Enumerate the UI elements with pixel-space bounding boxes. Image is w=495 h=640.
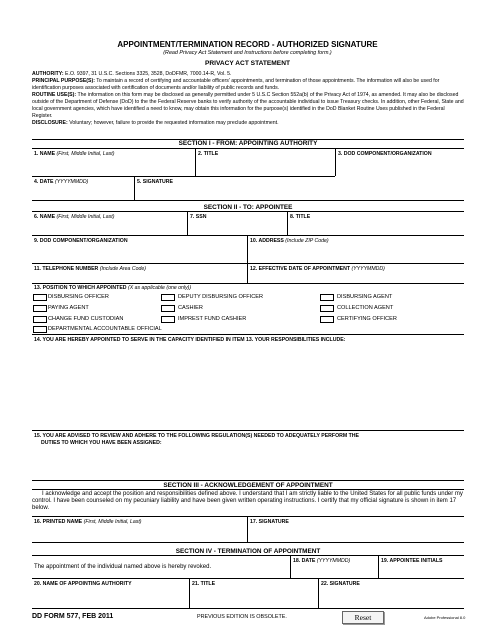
field20-label: 20. NAME OF APPOINTING AUTHORITY [34, 581, 132, 587]
paying-agent-label: PAYING AGENT [48, 305, 89, 311]
termination-authority-name-input[interactable] [34, 590, 186, 606]
revocation-statement: The appointment of the individual named above is hereby revoked. [34, 564, 212, 570]
obsolete-notice: PREVIOUS EDITION IS OBSOLETE. [197, 614, 287, 620]
divider [32, 148, 464, 149]
divider [32, 578, 464, 579]
departmental-accountable-official-checkbox[interactable] [33, 326, 47, 333]
field11-label: 11. TELEPHONE NUMBER (Include Area Code) [34, 266, 146, 272]
disbursing-officer-checkbox[interactable] [33, 294, 47, 301]
divider [247, 516, 248, 542]
appointee-initials-input[interactable] [381, 566, 462, 577]
section2-heading: SECTION II - TO: APPOINTEE [203, 204, 293, 211]
form-number: DD FORM 577, FEB 2011 [32, 613, 114, 620]
certifying-officer-checkbox[interactable] [320, 316, 334, 323]
certifying-officer-label: CERTIFYING OFFICER [337, 316, 397, 322]
field7-label: 7. SSN [190, 214, 207, 220]
purpose-paragraph: PRINCIPAL PURPOSE(S): To maintain a record of certifying and accountable officers' appointments, and termination of those appointments. The information will also be used for identification purposes associated with certification of documents and/or liability of public records and funds. [32, 78, 440, 92]
divider [32, 555, 464, 556]
field17-label: 17. SIGNATURE [250, 519, 289, 525]
software-note: Adobe Professional 8.0 [424, 615, 466, 620]
acknowledgement-statement: I acknowledge and accept the position and responsibilities defined above. I understand that I am strictly liable to the United States for all public funds under my control. I have been counseled on my pecuniary liability and have been given written operating instructions. I certify that my official signature is shown in item 17 below. [32, 491, 463, 511]
divider [32, 430, 464, 431]
authority-paragraph: AUTHORITY: E.O. 9397, 31 U.S.C. Sections 3325, 3528, DoDFMR, 7000.14-R, Vol. 5. [32, 71, 232, 77]
printed-name-input[interactable] [34, 527, 244, 540]
deputy-disbursing-officer-label: DEPUTY DISBURSING OFFICER [178, 294, 264, 300]
appointee-title-input[interactable] [290, 222, 462, 234]
field21-label: 21. TITLE [192, 581, 216, 587]
field10-label: 10. ADDRESS (Include ZIP Code) [250, 238, 329, 244]
appointee-phone-input[interactable] [34, 273, 244, 282]
imprest-fund-cashier-checkbox[interactable] [161, 316, 175, 323]
field18-label: 18. DATE (YYYYMMDD) [293, 558, 351, 564]
departmental-accountable-official-label: DEPARTMENTAL ACCOUNTABLE OFFICIAL [48, 326, 162, 332]
divider [247, 235, 248, 263]
divider [32, 211, 464, 212]
section1-heading: SECTION I - FROM: APPOINTING AUTHORITY [178, 140, 318, 147]
termination-date-input[interactable] [293, 566, 375, 577]
disbursing-officer-label: DISBURSING OFFICER [48, 294, 109, 300]
reset-button[interactable]: Reset [342, 611, 384, 624]
cashier-checkbox[interactable] [161, 305, 175, 312]
appointee-ssn-input[interactable] [190, 222, 284, 234]
field4-label: 4. DATE (YYYYMMDD) [34, 179, 89, 185]
appointment-date-input[interactable] [34, 187, 132, 199]
privacy-act-statement [32, 71, 464, 127]
field6-label: 6. NAME (First, Middle Initial, Last) [34, 214, 115, 220]
collection-agent-label: COLLECTION AGENT [337, 305, 394, 311]
divider [287, 211, 288, 235]
field3-label: 3. DOD COMPONENT/ORGANIZATION [338, 151, 432, 157]
appointee-name-input[interactable] [34, 222, 184, 234]
appointing-authority-component-input[interactable] [338, 160, 462, 198]
form-bottom-border [32, 608, 464, 609]
divider [195, 148, 196, 176]
form-title: APPOINTMENT/TERMINATION RECORD - AUTHORIZED SIGNATURE [117, 40, 378, 49]
divider [247, 263, 248, 283]
termination-authority-title-input[interactable] [192, 590, 315, 606]
disbursing-agent-label: DISBURSING AGENT [337, 294, 393, 300]
divider [290, 555, 291, 578]
field13-label: 13. POSITION TO WHICH APPOINTED (X as applicable (one only)) [34, 285, 192, 291]
paying-agent-checkbox[interactable] [33, 305, 47, 312]
field16-label: 16. PRINTED NAME (First, Middle Initial, Last) [34, 519, 142, 525]
divider [32, 516, 464, 517]
divider [32, 263, 464, 264]
section3-heading: SECTION III - ACKNOWLEDGEMENT OF APPOINTMENT [163, 482, 333, 489]
field22-label: 22. SIGNATURE [321, 581, 360, 587]
appointee-component-input[interactable] [34, 247, 244, 261]
divider [32, 235, 464, 236]
cashier-label: CASHIER [178, 305, 203, 311]
divider [189, 578, 190, 608]
field15-label-line2: DUTIES TO WHICH YOU HAVE BEEN ASSIGNED: [41, 440, 162, 446]
appointee-address-input[interactable] [250, 247, 462, 261]
appointee-signature-field[interactable] [250, 527, 462, 540]
field15-label-line1: 15. YOU ARE ADVISED TO REVIEW AND ADHERE TO THE FOLLOWING REGULATION(S) NEEDED TO ADEQUATELY PERFORM THE [34, 433, 360, 439]
divider [32, 542, 464, 543]
divider [32, 176, 335, 177]
divider [378, 555, 379, 578]
field8-label: 8. TITLE [290, 214, 311, 220]
change-fund-custodian-label: CHANGE FUND CUSTODIAN [48, 316, 124, 322]
field2-label: 2. TITLE [198, 151, 219, 157]
collection-agent-checkbox[interactable] [320, 305, 334, 312]
divider [187, 211, 188, 235]
disbursing-agent-checkbox[interactable] [320, 294, 334, 301]
divider [318, 578, 319, 608]
field5-label: 5. SIGNATURE [137, 179, 173, 185]
section4-heading: SECTION IV - TERMINATION OF APPOINTMENT [175, 548, 321, 555]
responsibilities-textarea[interactable] [34, 346, 462, 428]
form-subtitle: (Read Privacy Act Statement and Instructions before completing form.) [163, 50, 332, 56]
privacy-act-heading: PRIVACY ACT STATEMENT [205, 60, 290, 67]
field1-label: 1. NAME (First, Middle Initial, Last) [34, 151, 115, 157]
effective-date-input[interactable] [250, 273, 462, 282]
divider [32, 334, 464, 335]
regulations-textarea[interactable] [34, 448, 462, 478]
disclosure-paragraph: DISCLOSURE: Voluntary; however, failure to provide the requested information may preclude appointment. [32, 120, 279, 127]
field9-label: 9. DOD COMPONENT/ORGANIZATION [34, 238, 128, 244]
divider [32, 283, 464, 284]
change-fund-custodian-checkbox[interactable] [33, 316, 47, 323]
routine-use-paragraph: ROUTINE USE(S): The information on this form may be disclosed as generally permitted under 5 U.S.C Section 552a(b) of the Privacy Act of 1974, as amended. It may also be disclosed outside of the Department of Defense (DoD) to the the Federal Reserve banks to verify authority of the accountable individual to issue Treasury checks. In addition, other Federal, State and local government agencies, which have identified a need to know, may obtain this information for the purpose(s) identified in the DoD Blanket Routine Uses published in the Federal Register. [32, 92, 464, 120]
divider [32, 480, 464, 481]
imprest-fund-cashier-label: IMPREST FUND CASHIER [178, 316, 247, 322]
divider [134, 176, 135, 200]
appointing-authority-name-input[interactable] [34, 160, 192, 174]
termination-authority-signature-field[interactable] [321, 590, 462, 606]
appointing-authority-signature-field[interactable] [137, 187, 333, 199]
field19-label: 19. APPOINTEE INITIALS [381, 558, 443, 564]
divider [32, 489, 464, 490]
deputy-disbursing-officer-checkbox[interactable] [161, 294, 175, 301]
divider [335, 148, 336, 176]
divider [32, 200, 464, 201]
appointing-authority-title-input[interactable] [198, 160, 332, 174]
field14-label: 14. YOU ARE HEREBY APPOINTED TO SERVE IN THE CAPACITY IDENTIFIED IN ITEM 13. YOUR RESPONSIBILITIES INCLUDE: [34, 337, 346, 343]
field12-label: 12. EFFECTIVE DATE OF APPOINTMENT (YYYYMMDD) [250, 266, 385, 272]
